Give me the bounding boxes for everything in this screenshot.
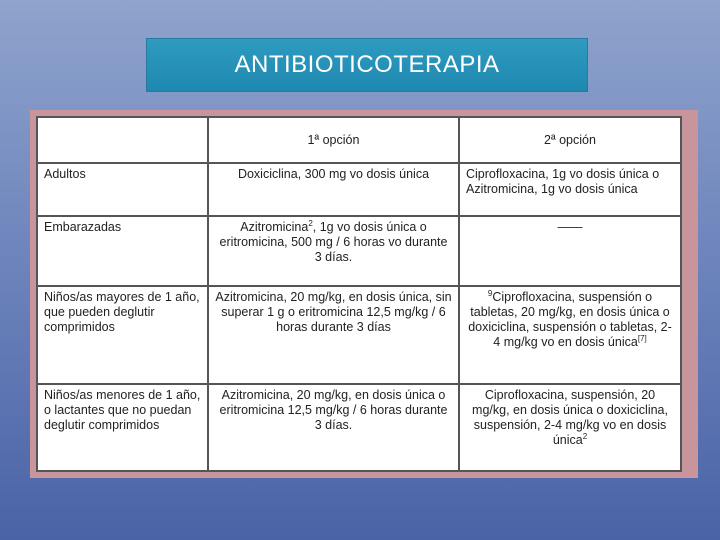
row-label: Adultos — [37, 163, 208, 215]
header-first-option: 1ª opción — [208, 117, 459, 163]
table-row-embarazadas — [37, 216, 681, 286]
table-row-ninos-menores — [37, 384, 681, 471]
treatment-table-container — [36, 116, 680, 472]
first-option-cell: Doxiciclina, 300 mg vo dosis única — [208, 163, 459, 215]
footnote-ref: 9 — [487, 288, 493, 298]
dosage-text: Ciprofloxacina, suspensión, 20 mg/kg, en dosis única o doxiciclina, suspensión, 2-4 mg/kg vo en dosis única — [472, 388, 668, 448]
footnote-ref: 2 — [308, 218, 313, 228]
table-header-row — [37, 117, 681, 163]
empty-dash: —— — [557, 219, 583, 234]
treatment-table — [36, 116, 682, 472]
first-option-cell: Azitromicina, 20 mg/kg, en dosis única o eritromicina 12,5 mg/kg / 6 horas durante 3 días. — [208, 384, 459, 471]
slide-title: ANTIBIOTICOTERAPIA — [234, 51, 500, 78]
footnote-ref: [7] — [637, 333, 647, 343]
dosage-text: , 1g vo dosis única o eritromicina, 500 mg / 6 horas vo durante 3 días. — [219, 219, 448, 264]
second-option-cell: Ciprofloxacina, 1g vo dosis única o Azitromicina, 1g vo dosis única — [459, 163, 681, 215]
header-second-option: 2ª opción — [459, 117, 681, 163]
table-row-ninos-mayores — [37, 286, 681, 385]
slide-title-box — [146, 38, 588, 92]
row-label: Embarazadas — [37, 216, 208, 286]
row-label: Niños/as mayores de 1 año, que pueden deglutir comprimidos — [37, 286, 208, 385]
drug-name: Azitromicina — [240, 219, 309, 234]
table-row-adultos — [37, 163, 681, 215]
footnote-ref: 2 — [582, 432, 588, 442]
second-option-cell — [459, 216, 681, 286]
second-option-cell — [459, 384, 681, 471]
second-option-cell — [459, 286, 681, 385]
first-option-cell — [208, 216, 459, 286]
header-empty — [37, 117, 208, 163]
dosage-text: Ciprofloxacina, suspensión o tabletas, 20 mg/kg, en dosis única o doxiciclina, suspensión o tabletas, 2-4 mg/kg vo en dosis única — [468, 289, 672, 349]
row-label: Niños/as menores de 1 año, o lactantes que no puedan deglutir comprimidos — [37, 384, 208, 471]
first-option-cell: Azitromicina, 20 mg/kg, en dosis única, sin superar 1 g o eritromicina 12,5 mg/kg / 6 horas durante 3 días — [208, 286, 459, 385]
